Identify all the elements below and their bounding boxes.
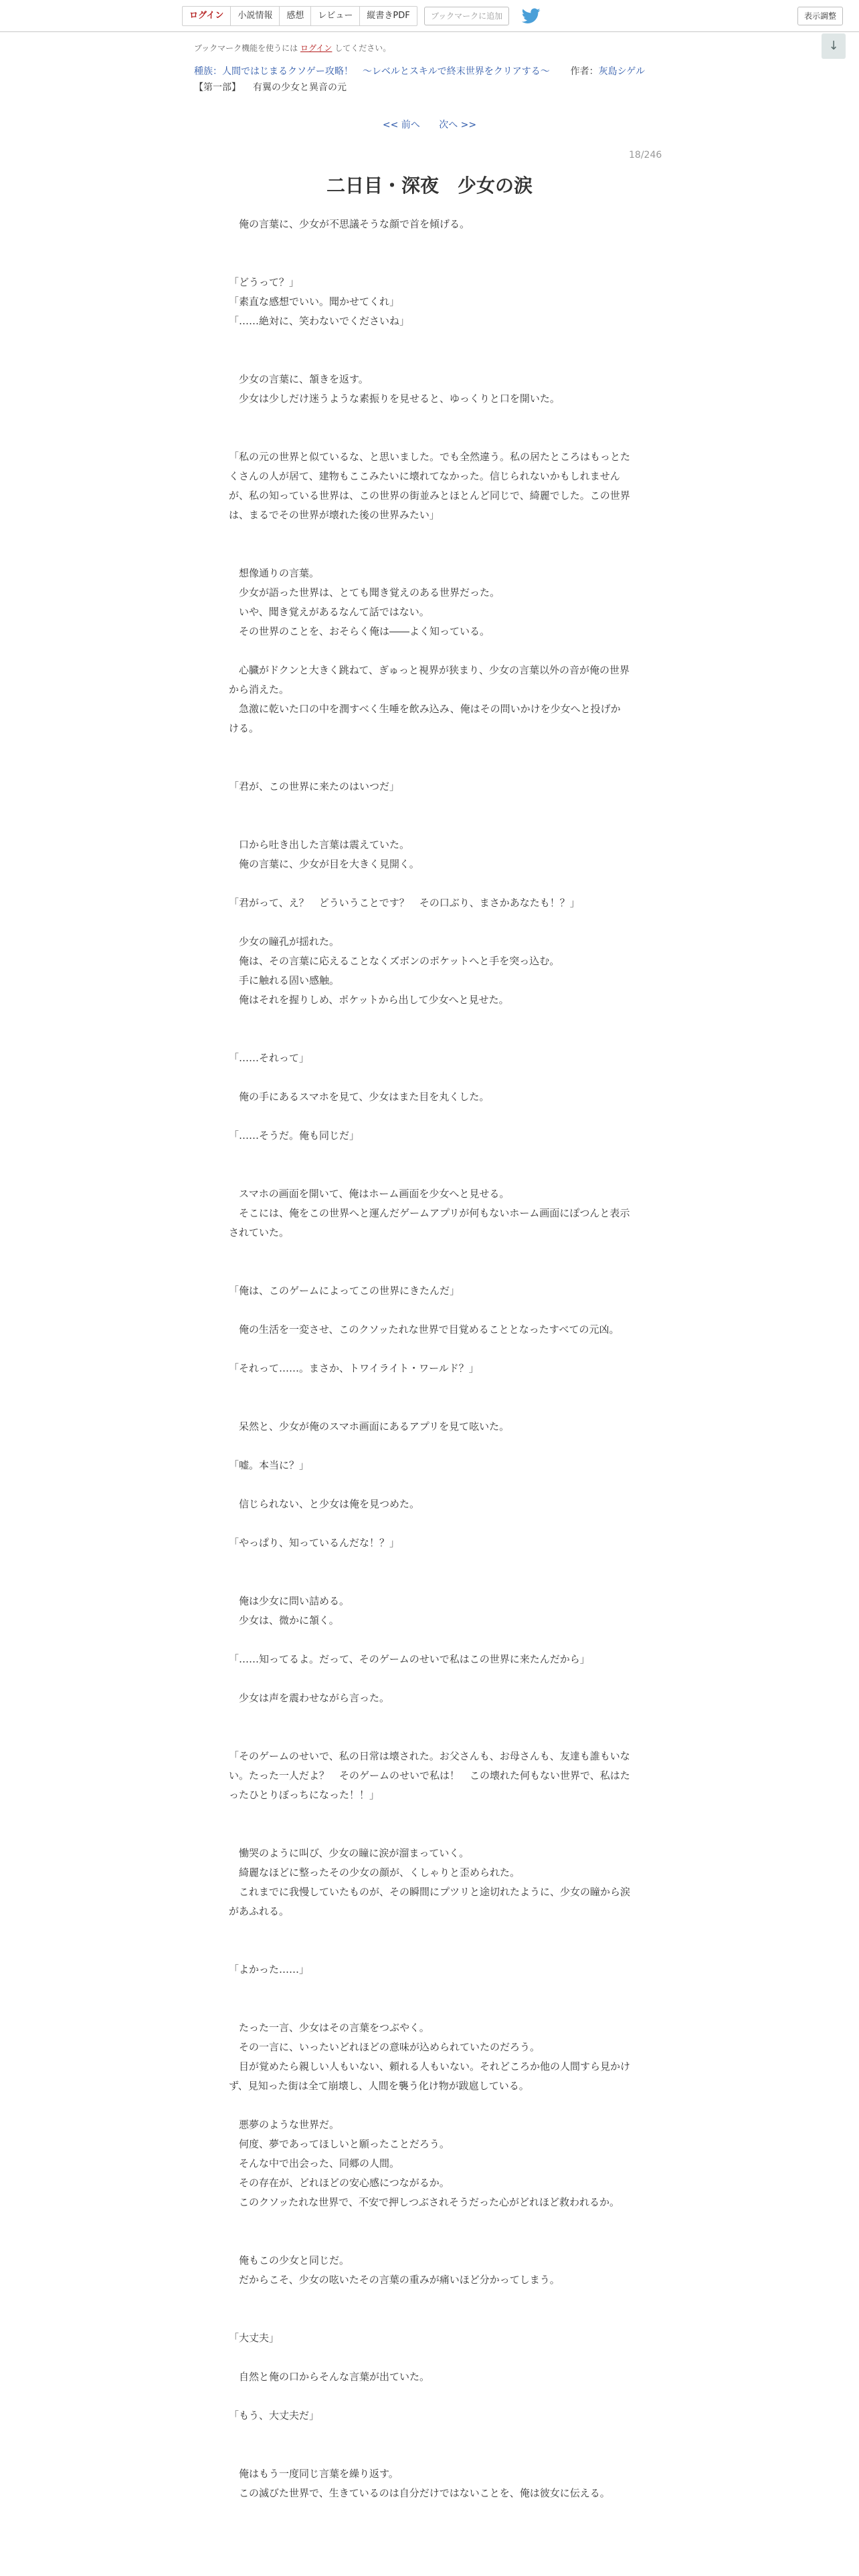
- text-line: [229, 1301, 630, 1320]
- novel-title-link[interactable]: 種族：人間ではじまるクソゲー攻略！ ～レベルとスキルで終末世界をクリアする～: [194, 66, 550, 77]
- novel-series-line: [194, 64, 645, 78]
- text-line: この滅びた世界で、生きているのは自分だけではないことを、俺は彼女に伝える。: [229, 2487, 610, 2499]
- text-line: 「俺は、このゲームによってこの世界にきたんだ」: [229, 1285, 460, 1297]
- bookmark-notice: [194, 42, 391, 53]
- text-line: 俺の言葉に、少女が目を大きく見開く。: [229, 858, 419, 870]
- text-line: [229, 1572, 630, 1592]
- text-line: そんな中で出会った、同郷の人間。: [229, 2157, 400, 2169]
- text-line: だからこそ、少女の呟いたその言葉の重みが痛いほど分かってしまう。: [229, 2274, 560, 2286]
- text-line: これまでに我慢していたものが、その瞬間にプツリと途切れたように、少女の瞳から涙があふれる。: [229, 1886, 631, 1917]
- menu-vertical-pdf[interactable]: 縦書きPDF: [367, 11, 410, 21]
- novel-body: [229, 215, 630, 2503]
- text-line: [229, 1398, 630, 1417]
- page-number: 18/246: [629, 150, 662, 160]
- text-line: 慟哭のように叫び、少女の瞳に涙が溜まっていく。: [229, 1847, 470, 1859]
- text-line: 目が覚めたら親しい人もいない、頼れる人もいない。それどころか他の人間すら見かけず、見知った街は全て崩壊し、人間を襲う化け物が跋扈している。: [229, 2060, 631, 2092]
- twitter-icon[interactable]: [522, 8, 541, 24]
- text-line: [229, 2096, 630, 2115]
- text-line: その存在が、どれほどの安心感につながるか。: [229, 2177, 450, 2189]
- text-line: いや、聞き覚えがあるなんて話ではない。: [229, 606, 430, 618]
- text-line: [229, 1553, 630, 1572]
- text-line: 「大丈夫」: [229, 2332, 280, 2344]
- text-line: [229, 1805, 630, 1824]
- text-line: 俺はもう一度同じ言葉を繰り返す。: [229, 2468, 399, 2480]
- text-line: 「……それって」: [229, 1052, 310, 1064]
- text-line: [229, 1436, 630, 1456]
- chapter-part: [194, 80, 359, 94]
- text-line: [229, 428, 630, 447]
- text-line: [229, 913, 630, 932]
- text-line: [229, 1514, 630, 1533]
- text-line: [229, 1378, 630, 1398]
- text-line: [229, 1727, 630, 1747]
- text-line: [229, 816, 630, 835]
- text-line: 「そのゲームのせいで、私の日常は壊された。お父さんも、お母さんも、友達も誰もいない。たった一人だよ？ そのゲームのせいで私は！ この壊れた何もない世界で、私はたったひとりぼっちになった！！」: [229, 1750, 630, 1801]
- text-line: [229, 2309, 630, 2329]
- text-line: [229, 1921, 630, 1941]
- text-line: 想像通りの言葉。: [229, 567, 320, 579]
- text-line: 少女が語った世界は、とても聞き覚えのある世界だった。: [229, 586, 500, 599]
- text-line: [229, 2426, 630, 2445]
- text-line: [229, 874, 630, 893]
- text-line: 俺もこの少女と同じだ。: [229, 2254, 350, 2266]
- add-bookmark-button[interactable]: ブックマークに追加: [424, 7, 509, 25]
- text-line: 「嘘。本当に？」: [229, 1459, 310, 1471]
- text-line: 俺は少女に問い詰める。: [229, 1595, 350, 1607]
- text-line: 信じられない、と少女は俺を見つめた。: [229, 1498, 420, 1510]
- part-label: 【第一部】: [194, 82, 241, 93]
- bookmark-login-link[interactable]: ログイン: [300, 43, 332, 53]
- text-line: [229, 234, 630, 253]
- text-line: [229, 2387, 630, 2406]
- top-navigation-bar: [0, 0, 859, 32]
- text-line: [229, 1029, 630, 1049]
- text-line: [229, 253, 630, 273]
- text-line: 急激に乾いた口の中を潤すべく生唾を飲み込み、俺はその問いかけを少女へと投げかける。: [229, 703, 621, 734]
- text-line: [229, 1941, 630, 1960]
- text-line: 「よかった……」: [229, 1963, 310, 1975]
- main-menu: [182, 6, 417, 26]
- text-line: 少女は少しだけ迷うような素振りを見せると、ゆっくりと口を開いた。: [229, 393, 560, 405]
- text-line: 「……知ってるよ。だって、そのゲームのせいで私はこの世界に来たんだから」: [229, 1653, 590, 1665]
- text-line: 「やっぱり、知っているんだな！？」: [229, 1537, 400, 1549]
- display-settings-button[interactable]: 表示調整: [797, 7, 843, 25]
- chapter-title: 二日目・深夜 少女の涙: [326, 175, 533, 197]
- text-line: [229, 2212, 630, 2232]
- text-line: 少女は、微かに頷く。: [229, 1614, 339, 1626]
- text-line: [229, 544, 630, 564]
- text-line: 心臓がドクンと大きく跳ねて、ぎゅっと視界が狭まり、少女の言葉以外の音が俺の世界から消えた。: [229, 664, 630, 695]
- menu-impressions[interactable]: 感想: [280, 7, 311, 25]
- text-line: [229, 409, 630, 428]
- text-line: [229, 758, 630, 777]
- text-line: [229, 525, 630, 544]
- text-line: [229, 1010, 630, 1029]
- part-title: 有翼の少女と異音の元: [253, 82, 347, 93]
- menu-novel-info[interactable]: 小説情報: [231, 7, 280, 25]
- text-line: 何度、夢であってほしいと願ったことだろう。: [229, 2138, 450, 2150]
- text-line: 口から吐き出した言葉は震えていた。: [229, 839, 410, 851]
- text-line: [229, 1243, 630, 1262]
- text-line: [229, 1107, 630, 1126]
- text-line: 俺の生活を一変させ、このクソッたれな世界で目覚めることとなったすべての元凶。: [229, 1323, 619, 1335]
- text-line: 俺の言葉に、少女が不思議そうな顔で首を傾げる。: [229, 218, 470, 230]
- text-line: 俺は、その言葉に応えることなくズボンのポケットへと手を突っ込む。: [229, 955, 560, 967]
- text-line: このクソッたれな世界で、不安で押しつぶされそうだった心がどれほど救われるか。: [229, 2196, 619, 2208]
- text-line: [229, 796, 630, 816]
- menu-login[interactable]: ログイン: [183, 7, 231, 25]
- text-line: 少女は声を震わせながら言った。: [229, 1692, 390, 1704]
- text-line: [229, 1146, 630, 1165]
- text-line: 少女の瞳孔が揺れた。: [229, 936, 340, 948]
- text-line: 自然と俺の口からそんな言葉が出ていた。: [229, 2371, 430, 2383]
- text-line: [229, 1165, 630, 1184]
- text-line: 「君がって、え？ どういうことです？ その口ぶり、まさかあなたも！？」: [229, 897, 580, 909]
- text-line: 「もう、大丈夫だ」: [229, 2409, 320, 2422]
- author-label: 作者：: [570, 66, 599, 77]
- text-line: 「……絶対に、笑わないでくださいね」: [229, 315, 410, 327]
- menu-review[interactable]: レビュー: [311, 7, 360, 25]
- text-line: 「それって……。まさか、トワイライト・ワールド？」: [229, 1362, 479, 1374]
- text-line: たった一言、少女はその言葉をつぶやく。: [229, 2022, 430, 2034]
- text-line: 手に触れる固い感触。: [229, 974, 340, 986]
- text-line: [229, 1630, 630, 1650]
- prev-page-link[interactable]: << 前へ: [382, 120, 420, 130]
- bookmark-notice-suffix: してください。: [335, 43, 391, 53]
- text-line: [229, 1824, 630, 1844]
- text-line: [229, 2348, 630, 2367]
- text-line: [229, 1979, 630, 1999]
- text-line: 少女の言葉に、頷きを返す。: [229, 373, 369, 385]
- text-line: 「……そうだ。俺も同じだ」: [229, 1130, 360, 1142]
- text-line: [229, 1999, 630, 2018]
- page-navigation: [0, 118, 859, 131]
- next-page-link[interactable]: 次へ >>: [439, 120, 477, 130]
- text-line: [229, 1475, 630, 1495]
- text-line: [229, 2445, 630, 2464]
- text-line: 「君が、この世界に来たのはいつだ」: [229, 780, 400, 792]
- text-line: 呆然と、少女が俺のスマホ画面にあるアプリを見て呟いた。: [229, 1420, 510, 1432]
- text-line: その一言に、いったいどれほどの意味が込められていたのだろう。: [229, 2041, 541, 2053]
- text-line: 俺の手にあるスマホを見て、少女はまた目を丸くした。: [229, 1091, 490, 1103]
- text-line: [229, 1708, 630, 1727]
- text-line: [229, 1262, 630, 1281]
- text-line: [229, 350, 630, 370]
- text-line: その世界のことを、おそらく俺は――よく知っている。: [229, 625, 490, 637]
- text-line: 綺麗なほどに整ったその少女の顔が、くしゃりと歪められた。: [229, 1866, 520, 1879]
- text-line: 悪夢のような世界だ。: [229, 2119, 340, 2131]
- text-line: [229, 738, 630, 758]
- bookmark-notice-prefix: ブックマーク機能を使うには: [194, 43, 298, 53]
- text-line: スマホの画面を開いて、俺はホーム画面を少女へと見せる。: [229, 1188, 510, 1200]
- text-line: 俺はそれを握りしめ、ポケットから出して少女へと見せた。: [229, 994, 509, 1006]
- text-line: [229, 2232, 630, 2251]
- text-line: [229, 2290, 630, 2309]
- text-line: [229, 641, 630, 661]
- text-line: [229, 331, 630, 350]
- text-line: 「素直な感想でいい。聞かせてくれ」: [229, 296, 400, 308]
- text-line: 「どうって？」: [229, 276, 300, 288]
- text-line: [229, 1068, 630, 1087]
- text-line: そこには、俺をこの世界へと運んだゲームアプリが何もないホーム画面にぽつんと表示されていた。: [229, 1207, 630, 1239]
- author-link[interactable]: 灰島シゲル: [598, 66, 646, 77]
- scroll-down-icon[interactable]: ↓: [822, 33, 846, 59]
- text-line: [229, 1669, 630, 1689]
- text-line: 「私の元の世界と似ているな、と思いました。でも全然違う。私の居たところはもっとたくさんの人が居て、建物もここみたいに壊れてなかった。信じられないかもしれませんが、私の知っている世界は、この世界の街並みとほとんど同じで、綺麗でした。この世界は、まるでその世界が壊れた後の世界みたい」: [229, 451, 631, 521]
- text-line: [229, 1339, 630, 1359]
